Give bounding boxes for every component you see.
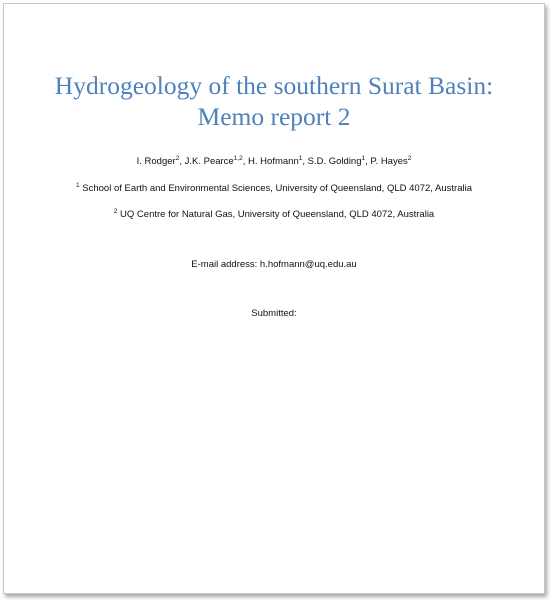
affiliation-2 (4, 209, 544, 221)
author-name: J.K. Pearce (184, 156, 234, 167)
submitted-label: Submitted: (251, 308, 297, 319)
author-name: H. Hofmann (248, 156, 299, 167)
author-separator: , (242, 156, 249, 167)
affiliation-text: School of Earth and Environmental Sciences, University of Queensland, QLD 4072, Australia (79, 183, 472, 194)
affiliation-text: UQ Centre for Natural Gas, University of Queensland, QLD 4072, Australia (117, 209, 435, 220)
author-affiliation-marker: 2 (407, 155, 412, 162)
author-affiliation-marker: 1,2 (233, 155, 243, 162)
title-line-1: Hydrogeology of the southern Surat Basin: (54, 71, 494, 100)
author-separator: , (302, 156, 308, 167)
author-name: S.D. Golding (307, 156, 362, 167)
author-name: P. Hayes (370, 156, 408, 167)
author-separator: , (365, 156, 371, 167)
author-affiliation-marker: 1 (298, 155, 303, 162)
author-affiliation-marker: 1 (361, 155, 366, 162)
author-list (4, 156, 544, 168)
affiliation-marker: 1 (76, 182, 80, 189)
affiliation-1 (4, 183, 544, 195)
author-name: I. Rodger (136, 156, 176, 167)
author-separator: , (179, 156, 185, 167)
author-affiliation-marker: 2 (175, 155, 180, 162)
document-page (3, 3, 545, 594)
affiliation-marker: 2 (113, 208, 118, 215)
document-title (4, 70, 544, 132)
title-line-2: Memo report 2 (197, 102, 351, 131)
email-address-line: E-mail address: h.hofmann@uq.edu.au (191, 259, 357, 270)
